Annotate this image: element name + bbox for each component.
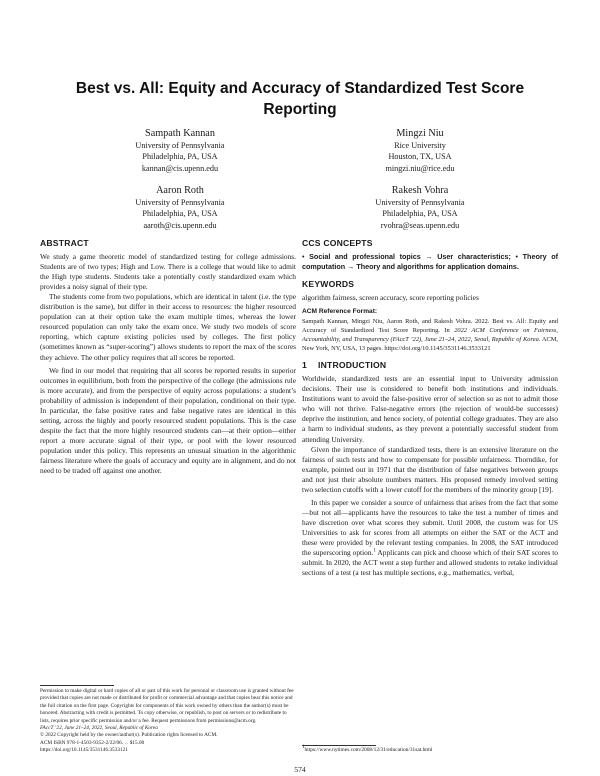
paper-title: Best vs. All: Equity and Accuracy of Standardized Test Score Reporting (75, 80, 525, 118)
author-location: Philadelphia, PA, USA (382, 209, 458, 219)
section-number: 1 (302, 360, 307, 371)
author-affiliation: University of Pennsylvania (135, 141, 225, 150)
page-number: 574 (294, 765, 306, 774)
ccs-term: Theory of computation (302, 252, 559, 272)
footnote-url[interactable]: https://www.nytimes.com/2008/12/31/education/31sat.html (304, 747, 433, 753)
author-email[interactable]: rvohra@seas.upenn.edu (380, 220, 460, 230)
author-affiliation: University of Pennsylvania (375, 198, 465, 207)
abstract-paragraph: We find in our model that requiring that all scores be reported results in superior outcomes in equilibrium, both from the perspective of the college (the admissions rule is more accurate), and from the perspective of equity across populations: a student’s probability of admission is independent of their population, conditional on their type. In particular, the false positive rates and false negative rates are identical in this setting, across the highly and poorly resourced student populations. This is the case despite the fact that the more highly resourced students can—at their option—either report a more accurate signal of their type, or pool with the lower resourced population under this policy. This represents an unusual situation in the algorithmic fairness literature where the goals of accuracy and equity are in alignment, and do not need to be traded off against one another. (40, 365, 296, 476)
reference-text: Sampath Kannan, Mingzi Niu, Aaron Roth, and Rakesh Vohra. 2022. Best vs. All: Equity and Accuracy of Standardized Test Score Reporting. In (302, 318, 558, 335)
introduction-heading (302, 360, 558, 370)
reference-venue: 2022 ACM Conference on Fairness, Accountability, and Transparency (FAccT ’22), June 21–24, 2022, Seoul, Republic of Korea. (302, 327, 558, 344)
abstract-paragraph: The students come from two populations, which are identical in talent (i.e. the type distribution is the same), but differ in their access to resources: the higher resourced population can at their option take the exam multiple times, whereas the lower resourced population can only take the exam once. We study two models of score reporting, which capture existing policies used by colleges. The first policy (sometimes known as “super-scoring”) allows students to report the max of the scores they achieve. The other policy requires that all scores be reported. (40, 292, 296, 362)
author-location: Philadelphia, PA, USA (142, 152, 218, 162)
footnote-ref[interactable]: 1 (373, 548, 376, 554)
permission-divider (40, 685, 114, 686)
author-block (70, 184, 290, 231)
ccs-term: Social and professional topics (309, 252, 421, 262)
footnote (302, 747, 432, 754)
author-email[interactable]: aaroth@cis.upenn.edu (143, 220, 217, 230)
author-affiliation: University of Pennsylvania (135, 198, 225, 207)
keywords-heading: KEYWORDS (302, 279, 355, 290)
author-email[interactable]: mingzi.niu@rice.edu (385, 163, 455, 173)
author-block (310, 184, 530, 231)
ccs-term: User characteristics; (437, 252, 511, 262)
arrow: → (420, 252, 438, 262)
author-name: Aaron Roth (156, 185, 204, 196)
permission-block (40, 688, 296, 755)
author-location: Houston, TX, USA (388, 152, 452, 162)
bullet: • (302, 252, 305, 262)
ccs-concepts (302, 252, 558, 272)
author-block (70, 127, 290, 174)
ccs-term: Theory and algorithms for application domains. (356, 262, 519, 272)
intro-text: Applicants can pick and choose which of their SAT scores to submit. In 2020, the ACT went a step further and allowed students to retake individual sections of a test (a test has multiple sections, e.g., mathematics, verbal, (302, 548, 558, 578)
isbn-line: ACM ISBN 978-1-4503-9352-2/22/06. . . $15.00 (40, 739, 145, 746)
footnote-mark: 1 (302, 745, 305, 751)
author-affiliation: Rice University (394, 141, 446, 150)
intro-text: In this paper we consider a source of unfairness that arises from the fact that some—but not all—applicants have the resources to take the test a number of times and have discretion over what scores they submit. Until 2008, the custom was for US Universities to ask for scores from all attempts on either the SAT or the ACT and these were provided by the relevant testing companies. In 2008, the SAT introduced the superscoring option. (302, 497, 558, 558)
section-title: INTRODUCTION (318, 360, 387, 371)
venue-line: FAccT ’22, June 21–24, 2022, Seoul, Republic of Korea (40, 725, 158, 732)
author-name: Rakesh Vohra (391, 185, 449, 196)
copyright-line: © 2022 Copyright held by the owner/author(s). Publication rights licensed to ACM. (40, 732, 218, 739)
intro-paragraph: Worldwide, standardized tests are an essential input to University admission decisions. Their use is considered to benefit both institutions and individuals. Institutions want to avoid the false-positive error of selection so as not to admit those who will not thrive. False-negative errors (the rejection of would-be successes) deprive the institution, and hence society, of potential college graduates. They are also a harm to individual students, as they prevent a potentially successful student from attending University. (302, 374, 558, 444)
keywords-text: algorithm fairness, screen accuracy, score reporting policies (302, 293, 479, 303)
intro-paragraph (302, 498, 558, 578)
arrow: → (345, 262, 357, 272)
reference-format-text (302, 317, 558, 353)
author-name: Sampath Kannan (145, 128, 215, 139)
doi-link[interactable]: https://doi.org/10.1145/3531146.3533121 (40, 747, 128, 754)
author-email[interactable]: kannan@cis.upenn.edu (141, 163, 219, 173)
footnote-divider (302, 745, 376, 746)
right-column (302, 238, 558, 578)
author-block (310, 127, 530, 174)
reference-text: ACM, New York, NY, USA, 13 pages. https://doi.org/10.1145/3531146.3533121 (302, 336, 559, 353)
abstract-heading: ABSTRACT (40, 238, 89, 248)
left-column (40, 238, 296, 476)
reference-format-heading: ACM Reference Format: (302, 308, 378, 316)
abstract-paragraph: We study a game theoretic model of standardized testing for college admissions. Students are of two types; High and Low. There is a college that would like to admit the High type students. Students take a potentially costly standardized exam which provides a noisy signal of their type. (40, 252, 296, 292)
ccs-heading: CCS CONCEPTS (302, 238, 373, 248)
intro-paragraph: Given the importance of standardized tests, there is an extensive literature on the fairness of such tests and how to compensate for possible unfairness. Thorndike, for example, pointed out in 1971 that the distribution of false negatives between groups and not just their absolute numbers matters. His proposed remedy involved setting two selection cutoffs with a lower cutoff for the members of the minority group [19]. (302, 444, 558, 494)
author-location: Philadelphia, PA, USA (142, 209, 218, 219)
permission-notice: Permission to make digital or hard copies of all or part of this work for personal or classroom use is granted without fee provided that copies are not made or distributed for profit or commercial advantage and that copies bear this notice and the full citation on the first page. Copyrights for components of this work owned by others than the author(s) must be honored. Abstracting with credit is permitted. To copy otherwise, or republish, to post on servers or to redistribute to lists, requires prior specific permission and/or a fee. Request permissions from permissions@acm.org. (40, 688, 294, 724)
bullet: • (515, 252, 519, 262)
author-name: Mingzi Niu (396, 128, 444, 139)
